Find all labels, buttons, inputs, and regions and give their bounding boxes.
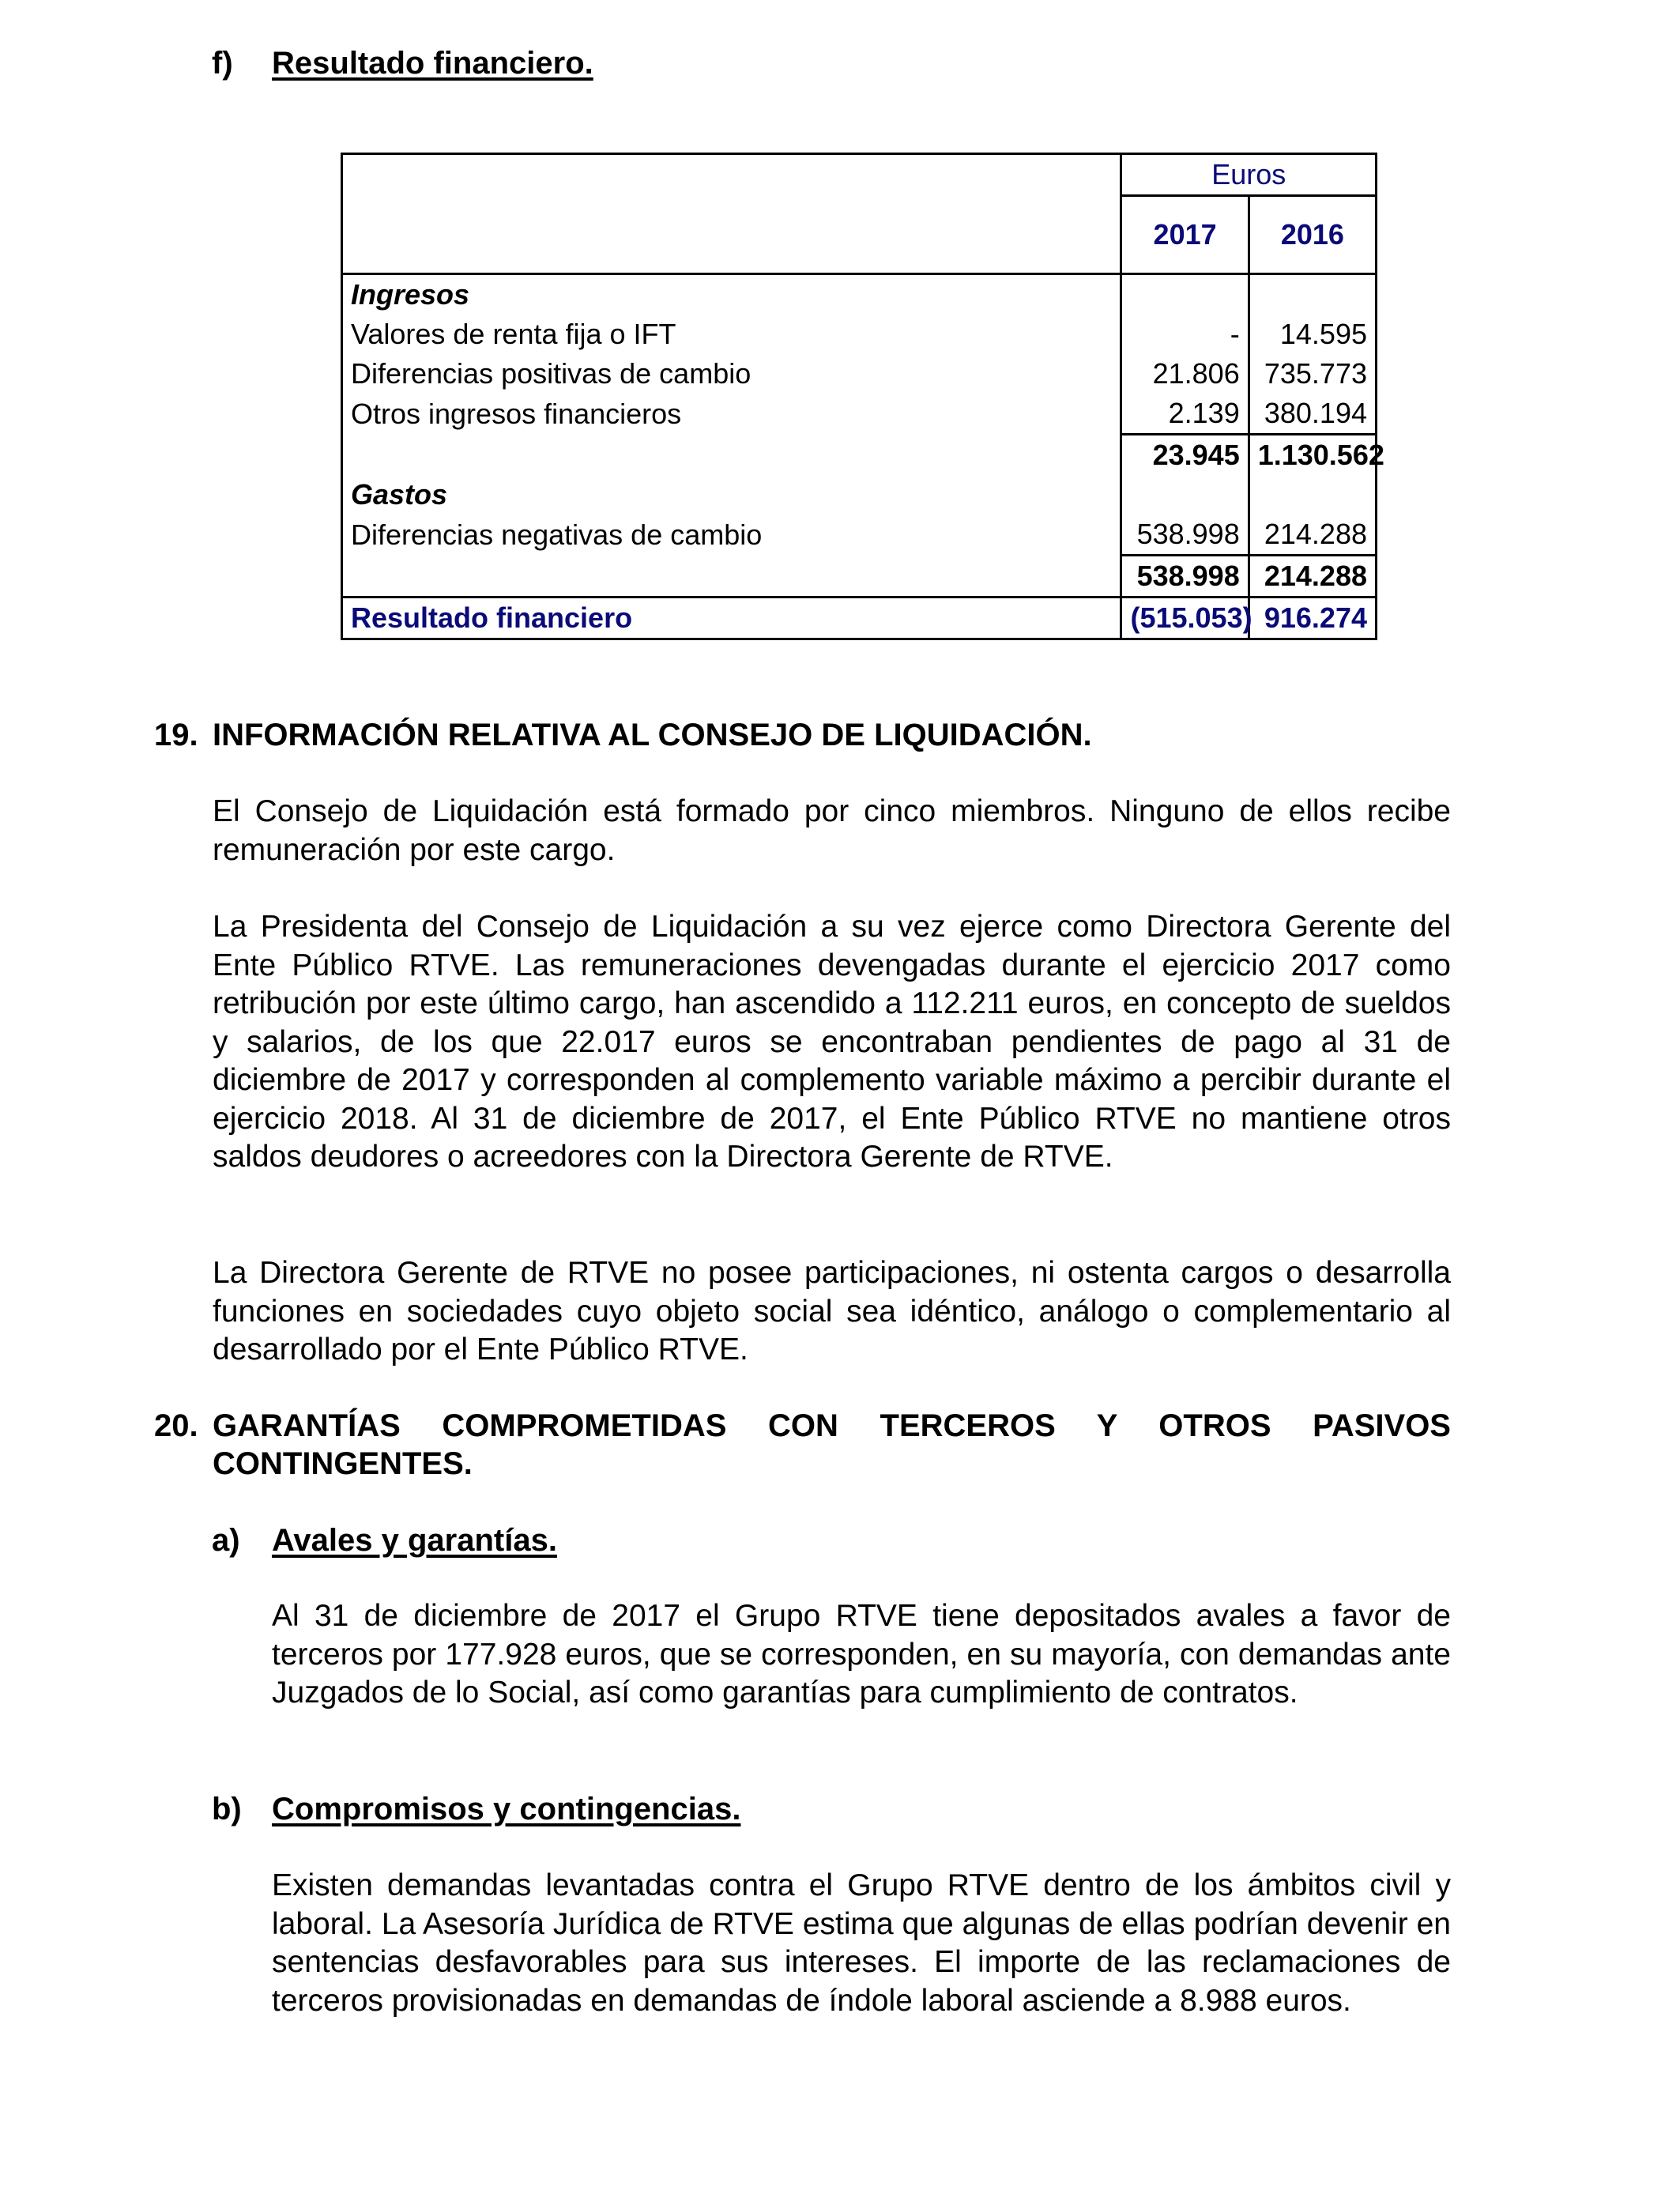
- section-20b-title: Compromisos y contingencias.: [272, 1792, 741, 1826]
- section-19-paragraph-2: La Presidenta del Consejo de Liquidación a su vez ejerce como Directora Gerente del Ente Público RTVE. Las remuneraciones devengadas durante el ejercicio 2017 como retribución por este último cargo, han ascendido a 112.211 euros, en concepto de sueldos y salarios, de los que 22.017 euros se encontraban pendientes de pago al 31 de diciembre de 2017 y corresponden al complemento variable máximo a percibir durante el ejercicio 2018. Al 31 de diciembre de 2017, el Ente Público RTVE no mantiene otros saldos deudores o acreedores con la Directora Gerente de RTVE.: [213, 910, 1451, 1174]
- ingresos-total-2017: 23.945: [1121, 435, 1249, 476]
- column-header-2016: 2016: [1249, 196, 1376, 274]
- cell-2017: -: [1121, 315, 1249, 354]
- section-20-title-line-1: GARANTÍAS COMPROMETIDAS CON TERCEROS Y OTROS PASIVOS: [213, 1408, 1451, 1443]
- section-20a-paragraph: Al 31 de diciembre de 2017 el Grupo RTVE tiene depositados avales a favor de terceros por 177.928 euros, que se corresponden, en su mayoría, con demandas ante Juzgados de lo Social, así como garantías para cumplimiento de contratos.: [272, 1599, 1451, 1710]
- result-2016: 916.274: [1249, 598, 1376, 639]
- ingresos-total-2016: 1.130.562: [1249, 435, 1376, 476]
- section-19-number: 19.: [154, 718, 198, 752]
- cell-2017: 538.998: [1121, 515, 1249, 556]
- gastos-label: Gastos: [342, 475, 1121, 515]
- section-20a-marker: a): [212, 1523, 240, 1558]
- gastos-total-2017: 538.998: [1121, 556, 1249, 598]
- section-20b-marker: b): [212, 1792, 242, 1826]
- row-label: Diferencias negativas de cambio: [342, 515, 1121, 556]
- table-row: [342, 315, 1377, 354]
- row-label: Valores de renta fija o IFT: [342, 315, 1121, 354]
- section-19-paragraph-1: El Consejo de Liquidación está formado por cinco miembros. Ninguno de ellos recibe remuneración por este cargo.: [213, 794, 1451, 867]
- ingresos-total-row: [342, 435, 1377, 476]
- table-row: [342, 354, 1377, 394]
- table-currency-header: Euros: [1121, 154, 1377, 196]
- section-20a-title: Avales y garantías.: [272, 1523, 557, 1558]
- section-f-marker: f): [212, 46, 233, 81]
- column-header-2017: 2017: [1121, 196, 1249, 274]
- table-row: [342, 515, 1377, 556]
- table-row: [342, 394, 1377, 435]
- gastos-total-row: [342, 556, 1377, 598]
- section-20-heading: [154, 1407, 1451, 1483]
- cell-2016: 380.194: [1249, 394, 1376, 435]
- section-20b-paragraph: Existen demandas levantadas contra el Grupo RTVE dentro de los ámbitos civil y laboral. La Asesoría Jurídica de RTVE estima que algunas de ellas podrían devenir en sentencias desfavorables para sus intereses. El importe de las reclamaciones de terceros provisionadas en demandas de índole laboral asciende a 8.988 euros.: [272, 1868, 1451, 2018]
- result-2017: (515.053): [1121, 598, 1249, 639]
- table-corner-cell: [342, 154, 1121, 196]
- table-corner-cell: [342, 196, 1121, 274]
- section-f-title: Resultado financiero.: [272, 46, 593, 81]
- row-label: Diferencias positivas de cambio: [342, 354, 1121, 394]
- row-label: Otros ingresos financieros: [342, 394, 1121, 435]
- cell-2016: 214.288: [1249, 515, 1376, 556]
- ingresos-label: Ingresos: [342, 274, 1121, 315]
- cell-2016: 14.595: [1249, 315, 1376, 354]
- cell-2017: 2.139: [1121, 394, 1249, 435]
- section-20-title-line-2: CONTINGENTES.: [213, 1446, 473, 1481]
- gastos-total-2016: 214.288: [1249, 556, 1376, 598]
- financial-result-table: [341, 153, 1384, 640]
- section-19-paragraph-3: La Directora Gerente de RTVE no posee participaciones, ni ostenta cargos o desarrolla funciones en sociedades cuyo objeto social sea idéntico, análogo o complementario al desarrollado por el Ente Público RTVE.: [213, 1256, 1451, 1367]
- section-19-heading: [154, 716, 1450, 754]
- result-row: [342, 598, 1377, 639]
- cell-2017: 21.806: [1121, 354, 1249, 394]
- result-label: Resultado financiero: [342, 598, 1121, 639]
- section-20-number: 20.: [154, 1408, 198, 1443]
- cell-2016: 735.773: [1249, 354, 1376, 394]
- section-19-title: INFORMACIÓN RELATIVA AL CONSEJO DE LIQUIDACIÓN.: [213, 718, 1092, 752]
